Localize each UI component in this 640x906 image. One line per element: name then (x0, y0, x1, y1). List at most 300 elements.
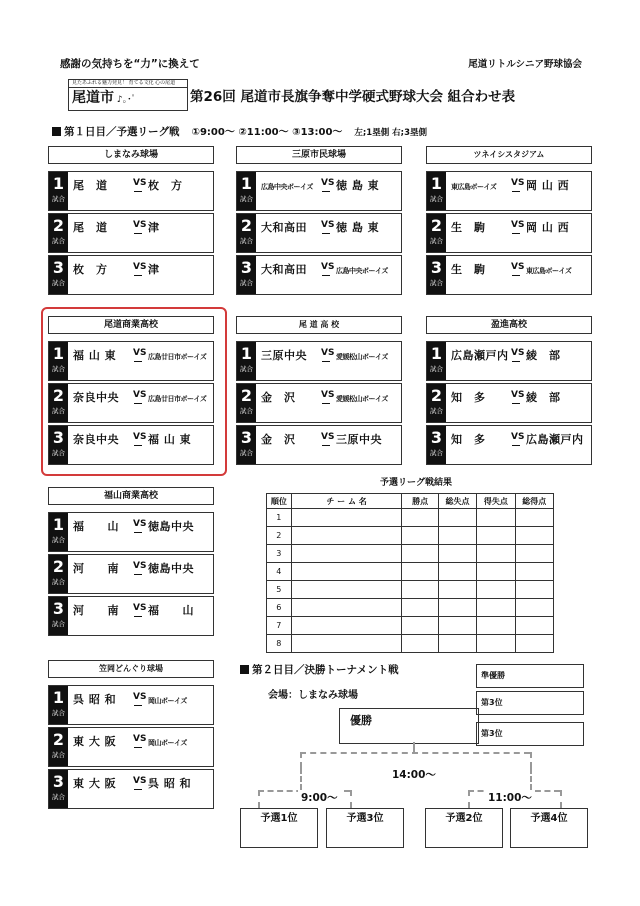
rank-cell: 1 (267, 509, 292, 527)
vs-label: VS (511, 262, 525, 272)
game-suffix: 試合 (240, 237, 253, 245)
team-first-base (261, 261, 321, 277)
col-runs-scored: 総得点 (515, 494, 553, 509)
game-number-digit: 2 (430, 386, 443, 405)
team-third-base (526, 219, 590, 235)
team-name: 金 沢 (261, 433, 296, 446)
venue-header: 笠岡どんぐり球場 (48, 660, 214, 678)
game-box (426, 213, 592, 253)
score-dash (512, 403, 520, 404)
team-name: 岡 山 西 (526, 221, 570, 234)
team-name: 福 山 東 (148, 433, 192, 446)
game-suffix: 試合 (240, 365, 253, 373)
team-third-base (148, 775, 212, 791)
vs-label: VS (133, 262, 147, 272)
team-third-base (526, 177, 590, 193)
result-cell (438, 635, 476, 653)
team-third-base (148, 261, 212, 277)
game-suffix: 試合 (52, 449, 65, 457)
bracket-line (258, 790, 260, 808)
team-third-base (148, 602, 212, 618)
team-name: 大和高田 (261, 263, 307, 276)
result-cell (515, 635, 553, 653)
result-cell (477, 599, 515, 617)
score-dash (512, 191, 520, 192)
team-third-base (336, 219, 400, 235)
slot-qualifier-4: 予選4位 (510, 808, 588, 848)
vs-label: VS (133, 220, 147, 230)
day2-heading: 第２日目／決勝トーナメント戦 (240, 662, 399, 677)
day1-times: ①9:00〜 ②11:00〜 ③13:00〜 (191, 127, 343, 138)
game-number-digit: 1 (52, 174, 65, 193)
game-box (48, 596, 214, 636)
logo-tagline: 見たあふれる魅力発見！ 育てる文化 心の尾道 (69, 80, 187, 88)
game-box (426, 255, 592, 295)
game-suffix: 試合 (430, 449, 443, 457)
result-cell (402, 617, 438, 635)
square-bullet-icon (52, 127, 61, 136)
result-cell (291, 617, 402, 635)
vs-label: VS (133, 178, 147, 188)
team-name: 愛媛松山ボーイズ (336, 353, 388, 361)
game-number-digit: 1 (240, 344, 253, 363)
result-cell (515, 617, 553, 635)
game-number-digit: 1 (240, 174, 253, 193)
team-first-base (451, 389, 511, 405)
result-cell (402, 527, 438, 545)
vs-label: VS (511, 348, 525, 358)
game-number-digit: 1 (52, 344, 65, 363)
logo-city-name: 尾道市 ♪｡･ﾟ (72, 90, 137, 106)
game-number-digit: 1 (52, 688, 65, 707)
result-cell (402, 599, 438, 617)
game-number (237, 342, 256, 380)
team-name: 広島瀬戸内 (526, 433, 584, 446)
game-suffix: 試合 (52, 793, 65, 801)
score-dash (134, 616, 142, 617)
bracket-line (560, 790, 562, 808)
score-dash (512, 445, 520, 446)
team-name: 津 (148, 221, 160, 234)
team-third-base (336, 177, 400, 193)
result-cell (477, 581, 515, 599)
game-suffix: 試合 (52, 578, 65, 586)
team-name: 綾 部 (526, 391, 561, 404)
team-name: 徳島中央 (148, 562, 194, 575)
game-number (427, 342, 446, 380)
rank-cell: 5 (267, 581, 292, 599)
col-runs-allowed: 総失点 (438, 494, 476, 509)
result-cell (291, 599, 402, 617)
game-number-digit: 3 (52, 258, 65, 277)
result-cell (477, 509, 515, 527)
game-box (426, 171, 592, 211)
team-name: 福 山 (73, 520, 119, 533)
game-number (49, 728, 68, 766)
square-bullet-icon (240, 665, 249, 674)
game-box (236, 425, 402, 465)
game-box (236, 255, 402, 295)
score-dash (134, 233, 142, 234)
score-dash (134, 574, 142, 575)
vs-label: VS (133, 432, 147, 442)
game-suffix: 試合 (52, 279, 65, 287)
col-rank: 順位 (267, 494, 292, 509)
game-box (236, 341, 402, 381)
result-cell (515, 509, 553, 527)
team-name: 三原中央 (336, 433, 382, 446)
score-dash (512, 233, 520, 234)
team-name: 徳 島 東 (336, 221, 380, 234)
bracket-line (350, 790, 352, 808)
vs-label: VS (321, 390, 335, 400)
bracket-line-final (300, 752, 530, 754)
champion-box: 優勝 (339, 708, 479, 744)
team-first-base (261, 431, 321, 447)
team-name: 枚 方 (73, 263, 108, 276)
rank-cell: 3 (267, 545, 292, 563)
result-cell (402, 545, 438, 563)
game-number-digit: 3 (52, 599, 65, 618)
team-name: 枚 方 (148, 179, 183, 192)
score-dash (134, 747, 142, 748)
team-name: 綾 部 (526, 349, 561, 362)
team-first-base (73, 733, 133, 749)
vs-label: VS (511, 432, 525, 442)
team-third-base (148, 177, 212, 193)
team-name: 愛媛松山ボーイズ (336, 395, 388, 403)
game-suffix: 試合 (52, 536, 65, 544)
vs-label: VS (321, 432, 335, 442)
score-dash (322, 191, 330, 192)
team-name: 河 南 (73, 562, 119, 575)
semi-right-time: 11:00〜 (485, 790, 535, 805)
game-number (237, 172, 256, 210)
team-name: 広島中央ボーイズ (261, 183, 313, 191)
game-number-digit: 2 (240, 216, 253, 235)
game-number (237, 214, 256, 252)
results-row (267, 545, 554, 563)
side-note: 左;1塁側 右;3塁側 (354, 128, 427, 138)
bracket-line (300, 768, 302, 790)
result-cell (438, 545, 476, 563)
team-name: 河 南 (73, 604, 119, 617)
result-cell (291, 635, 402, 653)
game-suffix: 試合 (52, 751, 65, 759)
vs-label: VS (133, 519, 147, 529)
rank-cell: 8 (267, 635, 292, 653)
score-dash (134, 275, 142, 276)
team-name: 生 駒 (451, 263, 486, 276)
col-team: チ ー ム 名 (291, 494, 402, 509)
score-dash (134, 789, 142, 790)
highlight-frame (41, 307, 227, 476)
team-name: 東 大 阪 (73, 735, 117, 748)
result-cell (515, 599, 553, 617)
team-name: 呉 昭 和 (148, 777, 192, 790)
rank-cell: 4 (267, 563, 292, 581)
game-box (48, 727, 214, 767)
result-cell (291, 527, 402, 545)
game-suffix: 試合 (52, 709, 65, 717)
game-box (236, 383, 402, 423)
vs-label: VS (511, 178, 525, 188)
onomichi-logo (68, 79, 188, 111)
vs-label: VS (133, 734, 147, 744)
team-first-base (451, 347, 511, 363)
venue-header: ツネイシスタジアム (426, 146, 592, 164)
score-dash (134, 191, 142, 192)
team-name: 広島中央ボーイズ (336, 267, 388, 275)
game-number-digit: 2 (52, 557, 65, 576)
vs-label: VS (133, 776, 147, 786)
result-cell (438, 599, 476, 617)
result-cell (438, 563, 476, 581)
team-first-base (73, 775, 133, 791)
game-box (236, 213, 402, 253)
final-time: 14:00〜 (389, 767, 439, 782)
rank-cell: 2 (267, 527, 292, 545)
game-number (237, 384, 256, 422)
game-box (426, 383, 592, 423)
third-place-box-1: 第3位 (476, 691, 584, 715)
team-name: 岡 山 西 (526, 179, 570, 192)
game-box (236, 171, 402, 211)
team-first-base (73, 560, 133, 576)
venue-header: 盈進高校 (426, 316, 592, 334)
team-name: 東 大 阪 (73, 777, 117, 790)
result-cell (477, 635, 515, 653)
game-number (427, 172, 446, 210)
team-third-base (526, 431, 590, 447)
result-cell (438, 527, 476, 545)
col-points: 勝点 (402, 494, 438, 509)
game-suffix: 試合 (430, 407, 443, 415)
game-box (48, 171, 214, 211)
bracket-line (300, 752, 302, 768)
rank-cell: 7 (267, 617, 292, 635)
team-first-base (73, 602, 133, 618)
game-box (48, 554, 214, 594)
result-cell (402, 563, 438, 581)
team-third-base (526, 347, 590, 363)
results-row (267, 527, 554, 545)
team-name: 奈良中央 (73, 391, 119, 404)
result-cell (477, 545, 515, 563)
game-number-digit: 2 (52, 730, 65, 749)
team-name: 奈良中央 (73, 433, 119, 446)
game-number-digit: 2 (52, 216, 65, 235)
score-dash (512, 361, 520, 362)
team-third-base (336, 261, 400, 274)
venue-header: しまなみ球場 (48, 146, 214, 164)
game-number (49, 555, 68, 593)
team-first-base (261, 219, 321, 235)
score-dash (322, 445, 330, 446)
team-first-base (73, 219, 133, 235)
vs-label: VS (133, 561, 147, 571)
result-cell (515, 545, 553, 563)
organization-name: 尾道リトルシニア野球協会 (468, 59, 582, 70)
game-number-digit: 2 (52, 386, 65, 405)
team-first-base (451, 219, 511, 235)
score-dash (322, 275, 330, 276)
team-third-base (336, 389, 400, 402)
slot-qualifier-1: 予選1位 (240, 808, 318, 848)
game-number (49, 770, 68, 808)
vs-label: VS (511, 390, 525, 400)
team-name: 広島瀬戸内 (451, 349, 509, 362)
third-place-box-2: 第3位 (476, 722, 584, 746)
game-number (49, 214, 68, 252)
result-cell (515, 527, 553, 545)
team-third-base (148, 733, 212, 746)
game-suffix: 試合 (240, 449, 253, 457)
result-cell (291, 581, 402, 599)
team-name: 徳 島 東 (336, 179, 380, 192)
team-name: 東広島ボーイズ (526, 267, 572, 275)
result-cell (402, 509, 438, 527)
results-row (267, 635, 554, 653)
result-cell (291, 509, 402, 527)
results-row (267, 599, 554, 617)
game-number-digit: 1 (52, 515, 65, 534)
team-third-base (148, 691, 212, 704)
team-name: 金 沢 (261, 391, 296, 404)
vs-label: VS (133, 348, 147, 358)
team-name: 津 (148, 263, 160, 276)
slogan: 感謝の気持ちを“力”に換えて (60, 58, 200, 70)
team-first-base (73, 261, 133, 277)
slot-qualifier-3: 予選3位 (326, 808, 404, 848)
result-cell (515, 563, 553, 581)
result-cell (402, 635, 438, 653)
bracket-line (468, 790, 470, 808)
team-name: 広島廿日市ボーイズ (148, 395, 207, 403)
vs-label: VS (133, 692, 147, 702)
vs-label: VS (133, 390, 147, 400)
team-third-base (148, 219, 212, 235)
team-name: 知 多 (451, 433, 486, 446)
team-first-base (73, 691, 133, 707)
game-number (427, 214, 446, 252)
team-name: 知 多 (451, 391, 486, 404)
game-number (237, 256, 256, 294)
game-number (49, 172, 68, 210)
venue-header: 尾道商業高校 (48, 316, 214, 334)
team-name: 三原中央 (261, 349, 307, 362)
vs-label: VS (321, 348, 335, 358)
team-name: 尾 道 (73, 179, 108, 192)
team-first-base (261, 177, 321, 190)
game-number-digit: 3 (52, 428, 65, 447)
results-row (267, 563, 554, 581)
team-third-base (336, 431, 400, 447)
venue-header: 三原市民球場 (236, 146, 402, 164)
game-box (48, 769, 214, 809)
game-number-digit: 3 (240, 428, 253, 447)
team-name: 徳島中央 (148, 520, 194, 533)
game-number-digit: 1 (430, 344, 443, 363)
vs-label: VS (321, 220, 335, 230)
game-number (49, 686, 68, 724)
game-number (427, 426, 446, 464)
semi-left-time: 9:00〜 (298, 790, 341, 805)
team-name: 大和高田 (261, 221, 307, 234)
results-row (267, 617, 554, 635)
team-name: 岡山ボーイズ (148, 697, 187, 705)
game-box (48, 512, 214, 552)
team-third-base (526, 261, 590, 274)
team-name: 呉 昭 和 (73, 693, 117, 706)
game-number (49, 597, 68, 635)
result-cell (402, 581, 438, 599)
team-first-base (73, 518, 133, 534)
game-number-digit: 1 (430, 174, 443, 193)
team-first-base (451, 177, 511, 190)
results-row (267, 581, 554, 599)
team-name: 広島廿日市ボーイズ (148, 353, 207, 361)
team-first-base (261, 389, 321, 405)
result-cell (438, 509, 476, 527)
result-cell (291, 545, 402, 563)
team-third-base (148, 518, 212, 534)
venue-header: 福山商業高校 (48, 487, 214, 505)
game-box (48, 685, 214, 725)
slot-qualifier-2: 予選2位 (425, 808, 503, 848)
score-dash (512, 275, 520, 276)
result-cell (515, 581, 553, 599)
runner-up-box: 準優勝 (476, 664, 584, 688)
results-row (267, 509, 554, 527)
vs-label: VS (511, 220, 525, 230)
bracket-line (530, 752, 532, 768)
game-suffix: 試合 (52, 237, 65, 245)
rank-cell: 6 (267, 599, 292, 617)
game-suffix: 試合 (430, 365, 443, 373)
game-suffix: 試合 (52, 620, 65, 628)
game-suffix: 試合 (52, 407, 65, 415)
score-dash (134, 705, 142, 706)
results-title: 予選リーグ戦結果 (380, 478, 453, 488)
vs-label: VS (321, 178, 335, 188)
results-header-row (267, 494, 554, 509)
team-first-base (451, 261, 511, 277)
vs-label: VS (133, 603, 147, 613)
game-suffix: 試合 (240, 279, 253, 287)
bracket-line (530, 768, 532, 790)
result-cell (438, 581, 476, 599)
result-cell (477, 563, 515, 581)
col-run-diff: 得失点 (477, 494, 515, 509)
team-name: 尾 道 (73, 221, 108, 234)
game-number (427, 256, 446, 294)
team-name: 福 山 (148, 604, 194, 617)
result-cell (477, 617, 515, 635)
game-suffix: 試合 (240, 407, 253, 415)
venue-header: 尾 道 高 校 (236, 316, 402, 334)
team-third-base (148, 560, 212, 576)
game-number-digit: 3 (240, 258, 253, 277)
team-name: 福 山 東 (73, 349, 117, 362)
game-number-digit: 3 (430, 428, 443, 447)
game-suffix: 試合 (52, 195, 65, 203)
game-number-digit: 2 (240, 386, 253, 405)
game-box (48, 255, 214, 295)
results-table (266, 493, 554, 653)
game-number (237, 426, 256, 464)
result-cell (438, 617, 476, 635)
